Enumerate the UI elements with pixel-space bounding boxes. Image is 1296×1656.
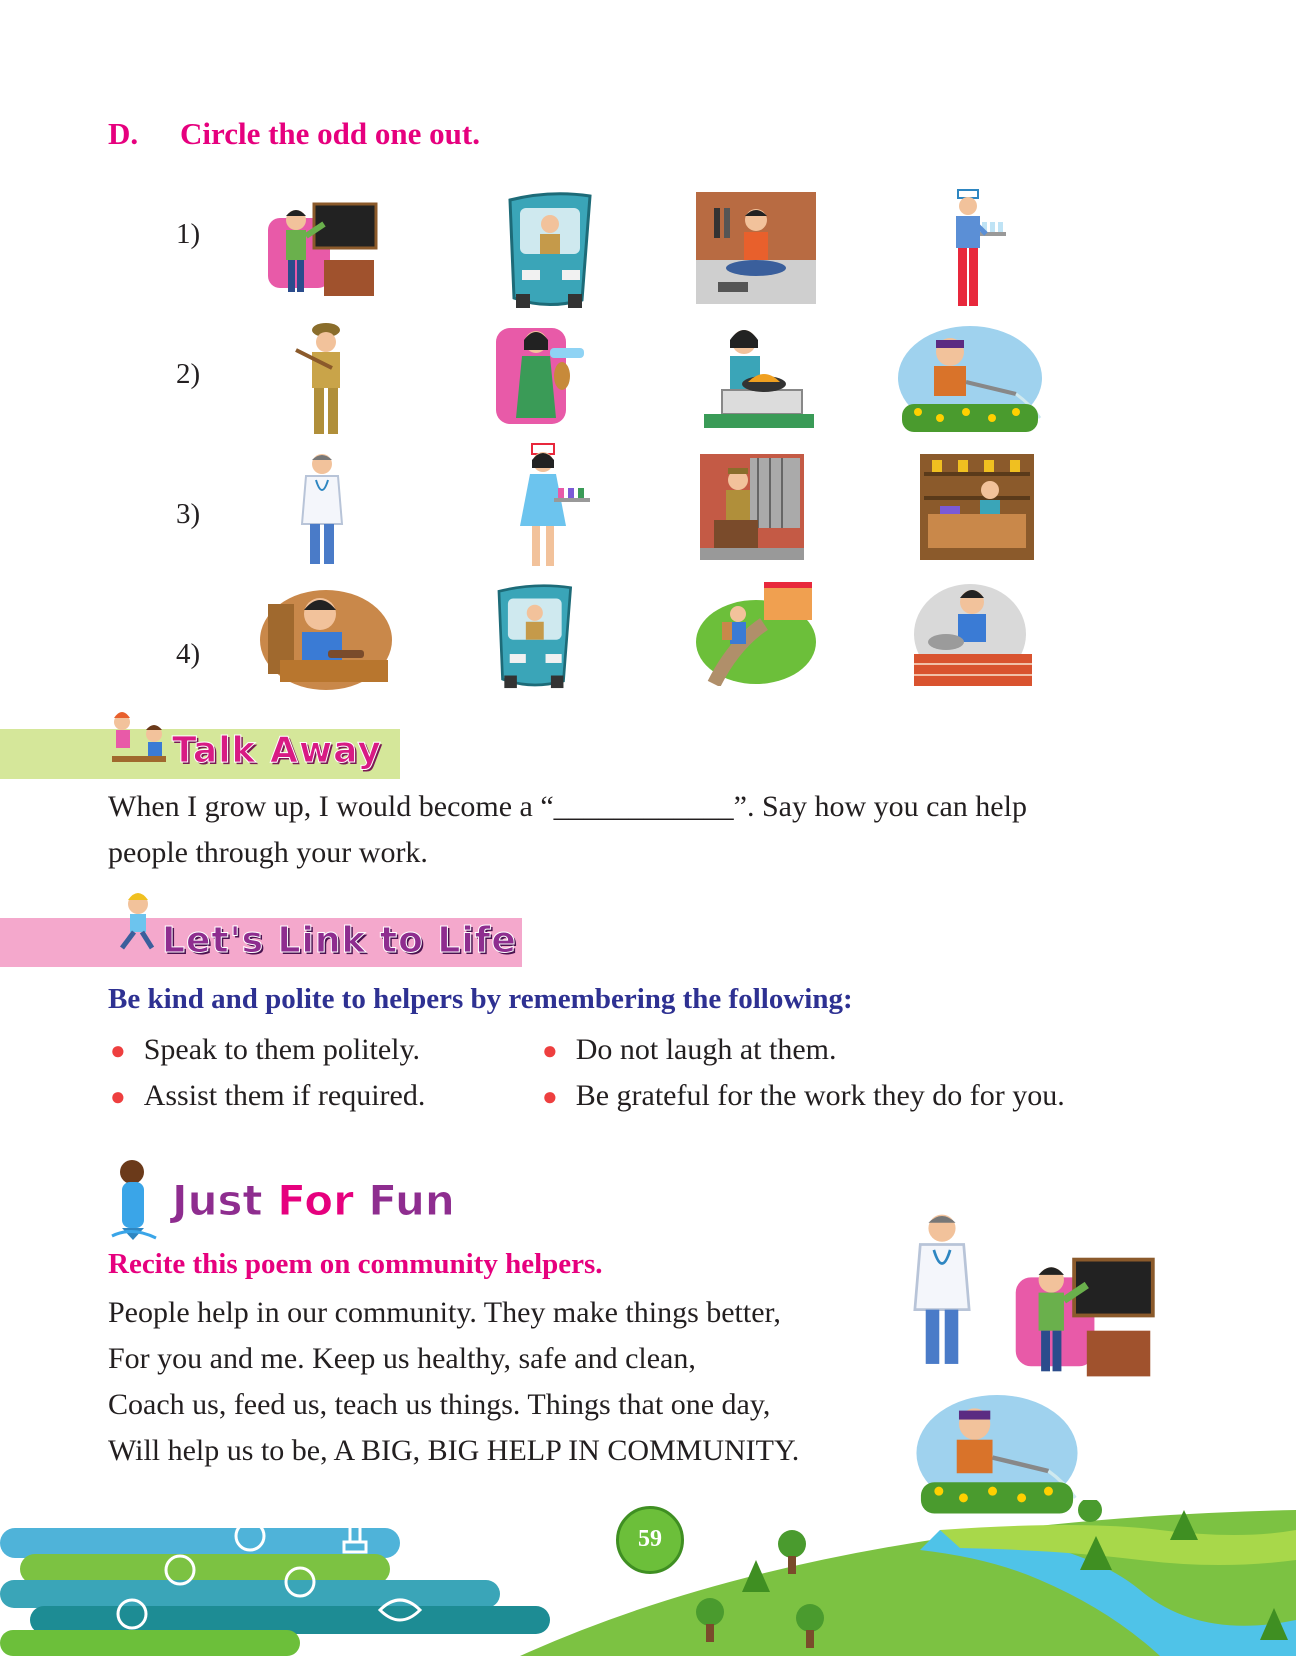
section-letter: D. — [108, 116, 139, 151]
gardener-icon — [914, 1386, 1080, 1518]
driver-icon[interactable] — [500, 190, 596, 312]
driver-icon[interactable] — [490, 582, 576, 692]
bullet-item: ● Assist them if required. — [110, 1079, 426, 1112]
gardener-icon[interactable] — [896, 318, 1044, 436]
policeman-icon[interactable] — [292, 320, 360, 440]
cobbler-icon[interactable] — [694, 190, 818, 306]
poem-line: For you and me. Keep us healthy, safe and clean, — [108, 1342, 696, 1375]
link-to-life-title: Let's Link to Life — [162, 920, 517, 961]
poem-line: Will help us to be, A BIG, BIG HELP IN COMMUNITY. — [108, 1434, 800, 1467]
bullet-dot-icon: ● — [542, 1036, 558, 1065]
talk-away-line-2: people through your work. — [108, 836, 428, 869]
waiter-icon[interactable] — [944, 188, 1008, 316]
bullet-dot-icon: ● — [110, 1036, 126, 1065]
shopkeeper-icon[interactable] — [918, 452, 1036, 562]
doctor-icon — [904, 1208, 980, 1376]
teacher-icon[interactable] — [262, 198, 380, 302]
eco-stripes-decoration — [0, 1488, 560, 1656]
row-number-3: 3) — [176, 498, 201, 530]
page-number: 59 — [616, 1506, 684, 1574]
talk-away-line-1: When I grow up, I would become a “____________”. Say how you can help — [108, 790, 1027, 823]
crayon-kid-icon — [106, 1158, 162, 1242]
just-for-fun-title: Just For Fun — [172, 1176, 455, 1225]
carpenter-icon[interactable] — [258, 584, 394, 692]
bullet-dot-icon: ● — [542, 1082, 558, 1111]
poem-text — [108, 1290, 799, 1474]
teacher-icon — [1008, 1252, 1158, 1384]
student-icon[interactable] — [694, 580, 818, 686]
row-number-1: 1) — [176, 218, 201, 250]
nurse-icon[interactable] — [510, 442, 592, 572]
poem-line: Coach us, feed us, teach us things. Things that one day, — [108, 1388, 771, 1421]
child-running-icon — [108, 890, 160, 954]
section-d-heading — [108, 116, 480, 152]
bullet-item: ● Be grateful for the work they do for you. — [542, 1079, 1065, 1112]
children-talking-icon — [108, 708, 170, 772]
talk-away-text — [108, 784, 1208, 876]
bullet-dot-icon: ● — [110, 1082, 126, 1111]
watchman-icon[interactable] — [698, 452, 806, 562]
cook-icon[interactable] — [702, 320, 814, 432]
section-title: Circle the odd one out. — [180, 116, 480, 151]
link-to-life-heading: Be kind and polite to helpers by remembering the following: — [108, 983, 853, 1015]
row-number-2: 2) — [176, 358, 201, 390]
mason-icon[interactable] — [910, 578, 1036, 690]
poem-heading: Recite this poem on community helpers. — [108, 1248, 603, 1280]
bullet-item: ● Do not laugh at them. — [542, 1033, 837, 1066]
row-number-4: 4) — [176, 638, 201, 670]
talk-away-title: Talk Away — [172, 730, 382, 771]
poem-line: People help in our community. They make things better, — [108, 1296, 781, 1329]
tailor-icon[interactable] — [492, 318, 590, 436]
doctor-icon[interactable] — [294, 452, 350, 570]
bullet-item: ● Speak to them politely. — [110, 1033, 421, 1066]
